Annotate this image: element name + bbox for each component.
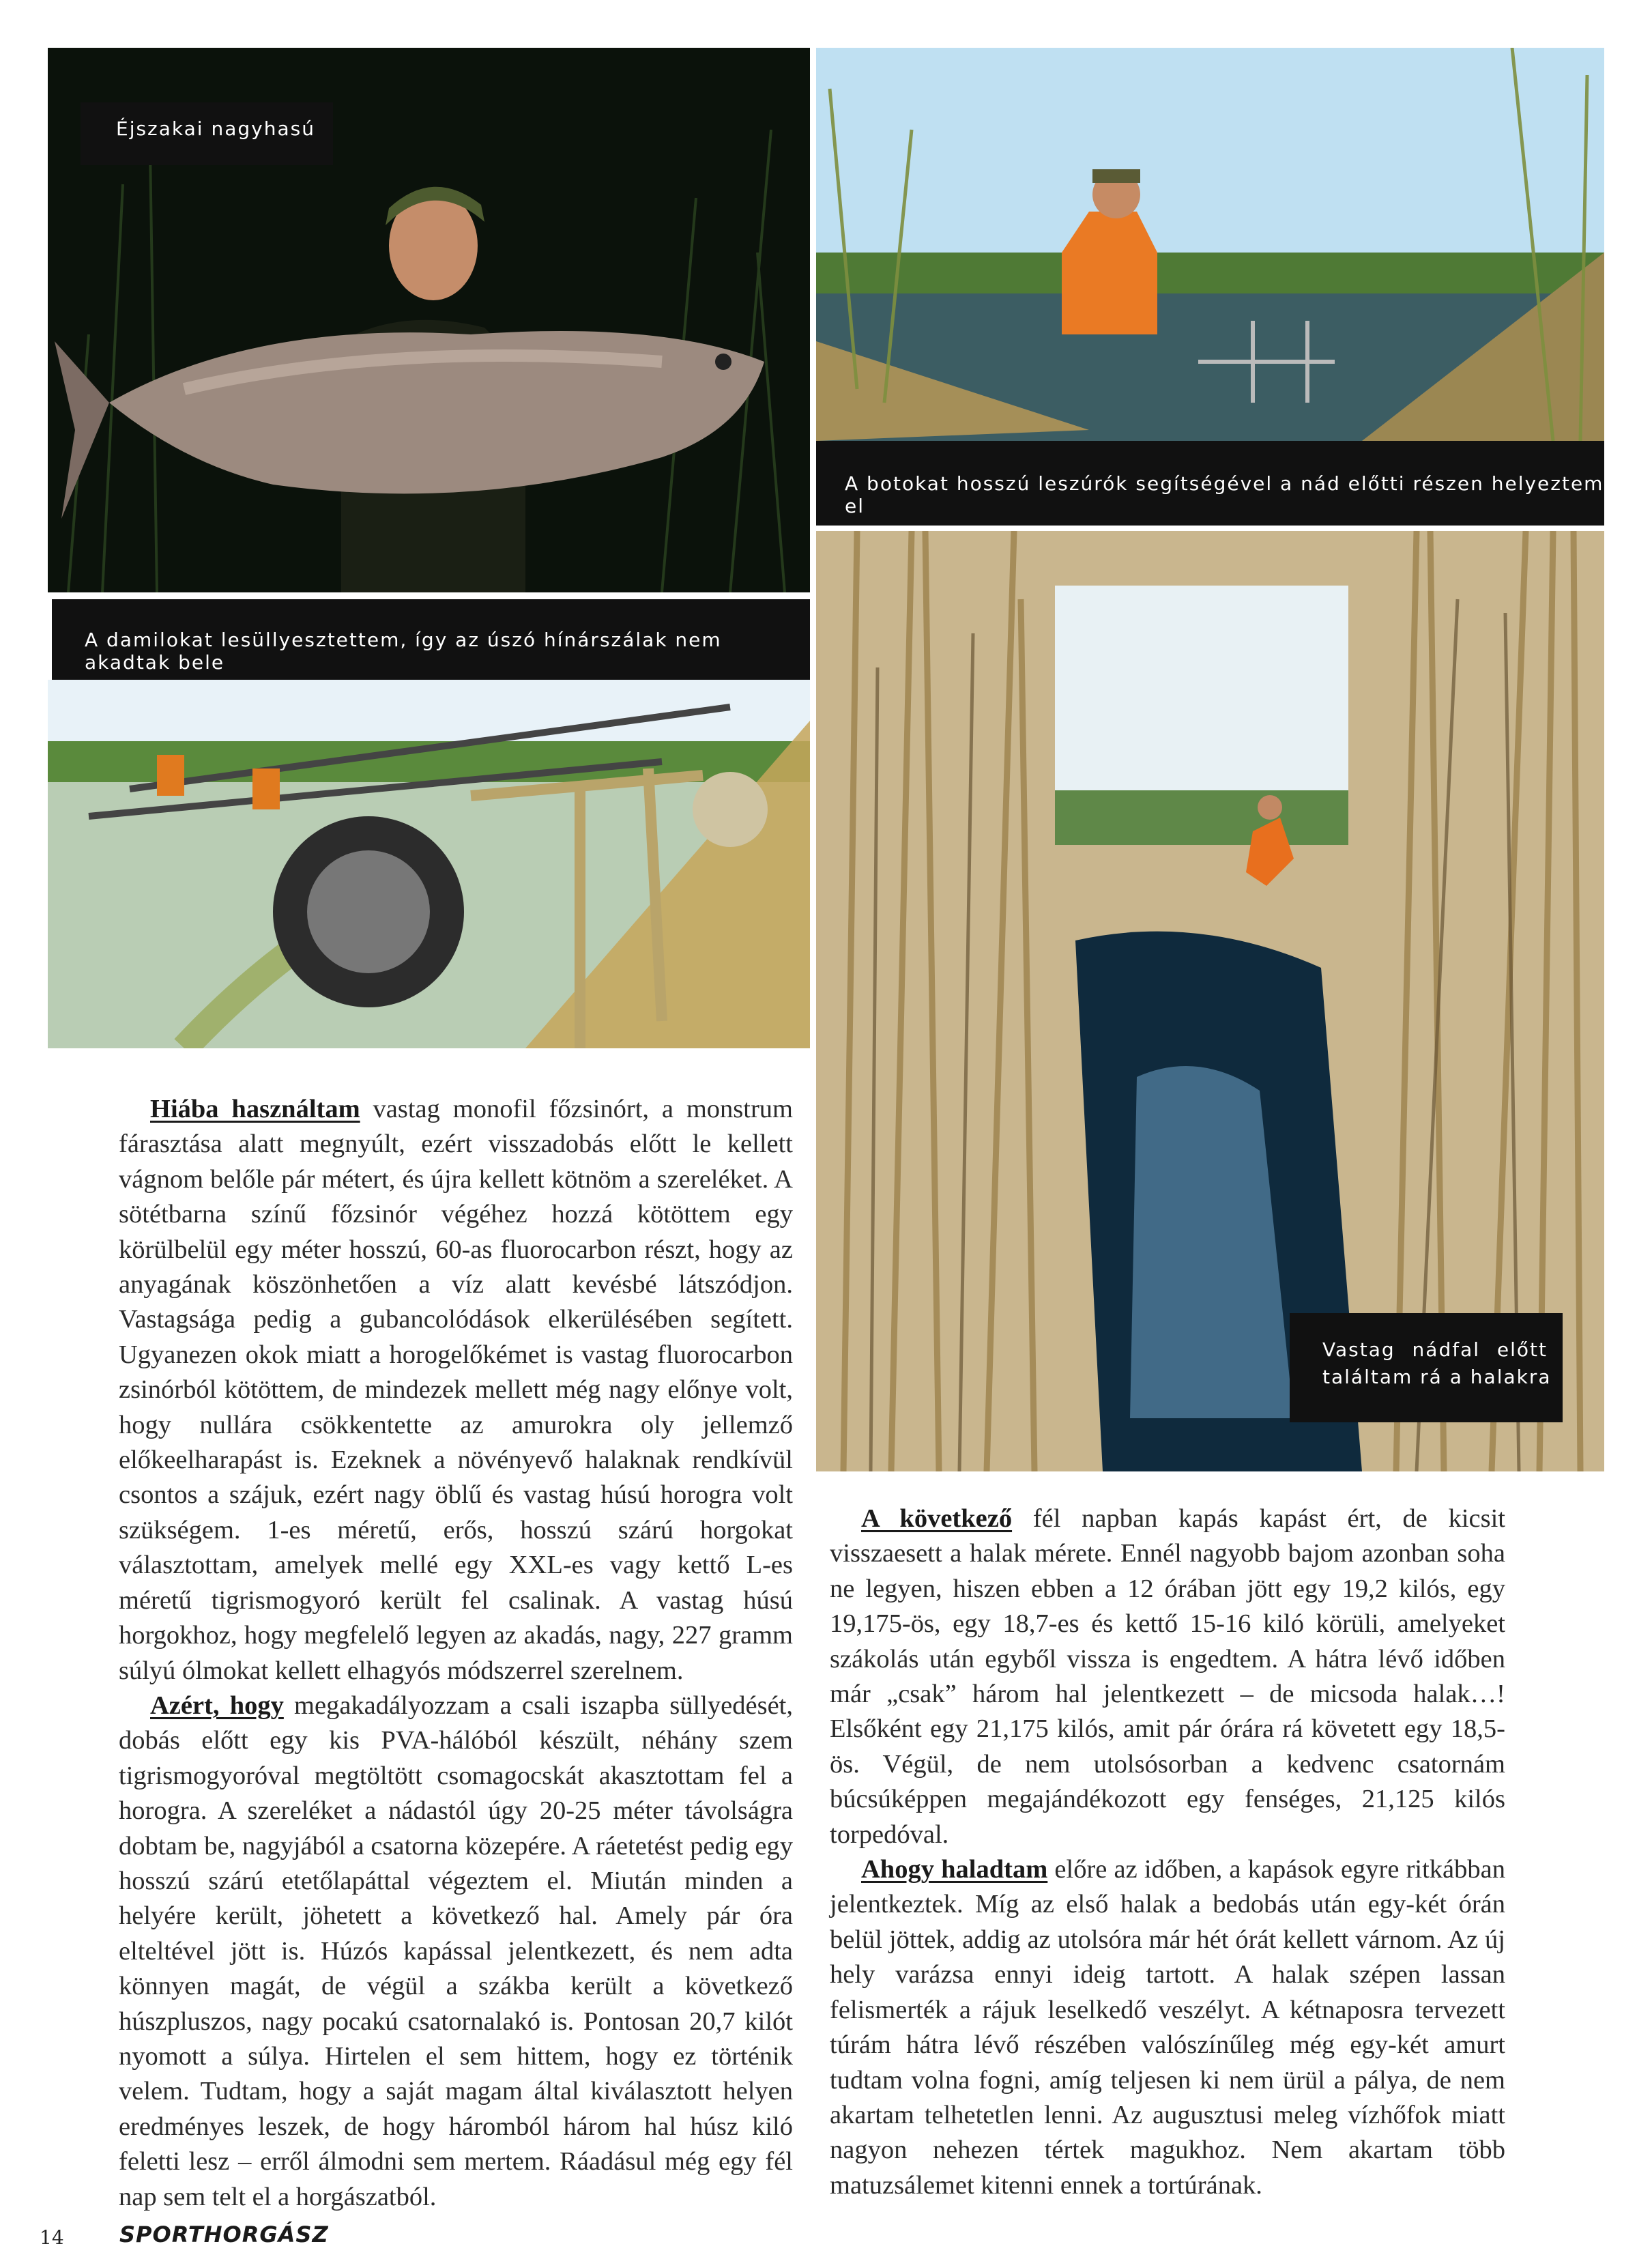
- paragraph-text: megakadályozzam a csali iszapba süllyedését, dobás előtt egy kis PVA-hálóból készült, néhány szem tigrismogyoróval megtöltött csomagocskát akasztottam fel a horogra. A szereléket a nádastól úgy 20-25 méter távolságra dobtam be, nagyjából a csatorna közepére. A ráetetést pedig egy hosszú szárú etetőlapáttal végeztem el. Miután minden a helyére került, jöhetett a következő hal. Amely pár óra elteltével jött is. Húzós kapással jelentkezett, és nem adta könnyen magát, de végül a szákba került a következő húszpluszos, nagy pocakú csatornalakó is. Pontosan 20,7 kilót nyomott a súlya. Hirtelen el sem hittem, hogy ez történik velem. Tudtam, hogy a saját magam által kiválasztott helyen eredményes leszek, de hogy háromból három hal húsz kiló feletti lesz – erről álmodni sem mertem. Ráadásul még egy fél nap sem telt el a horgászatból.: [119, 1691, 793, 2211]
- photo-rod-reel: [48, 680, 810, 1048]
- paragraph-lead: Azért, hogy: [150, 1691, 284, 1720]
- caption-lines: A damilokat lesüllyesztettem, így az úszó hínárszálak nem akadtak bele: [52, 599, 810, 680]
- paragraph: [830, 1501, 1505, 1852]
- paragraph: [119, 1688, 793, 2215]
- paragraph-text: vastag monofil főzsinórt, a monstrum fárasztása alatt megnyúlt, ezért visszadobás előtt le kellett vágnom belőle pár métert, és újra kellett kötnöm a szereléket. A sötétbarna színű főzsinór végéhez hozzá kötöttem egy körülbelül egy méter hosszú, 60-as fluorocarbon részt, hogy az anyagának köszönhetően a víz alatt kevésbé látszódjon. Vastagsága pedig a gubancolódások elkerülésében segített. Ugyanezen okok miatt a horogelőkémet is vastag fluorocarbon zsinórból kötöttem, de mindezek mellett még nagy előnye volt, hogy nullára csökkentette az amurokra oly jellemző előkeelharapást is. Ezeknek a növényevő halaknak rendkívül csontos a szájuk, ezért nagy öblű és vastag húsú horogra volt szükségem. 1-es méretű, erős, hosszú szárú horgokat választottam, amelyek mellé egy XXL-es vagy kettő L-es méretű tigrismogyoró került fel csalinak. A vastag húsú horgokhoz, hogy megfelelő legyen az akadás, nagy, 227 gramm súlyú ólmokat kellett elhagyós módszerrel szerelnem.: [119, 1095, 793, 1685]
- page-number: 14: [40, 2226, 64, 2249]
- caption-reed: [1290, 1313, 1563, 1422]
- caption-night-fish: Éjszakai nagyhasú: [81, 102, 333, 165]
- paragraph-text: előre az időben, a kapások egyre ritkábban jelentkeztek. Míg az első halak a bedobás után egy-két órán belül jöttek, addig az utolsóra már hét órát kellett várnom. Az új hely varázsa ennyi ideig tartott. A halak szépen lassan felismerték a rájuk leselkedő veszélyt. A kétnaposra tervezett túrám hátra lévő részében valószínűleg még egy-két amurt tudtam volna fogni, amíg teljesen ki nem ürül a pálya, de nem akartam telhetetlen lenni. Az augusztusi meleg vízhőfok miatt nagyon nehezen tértek magukhoz. Nem akartam több matuzsálemet kitenni ennek a tortúrának.: [830, 1855, 1505, 2200]
- paragraph-text: fél napban kapás kapást ért, de kicsit visszaesett a halak mérete. Ennél nagyobb bajom azonban soha ne legyen, hiszen ebben a 12 órában jött egy 19,2 kilós, egy 19,175-ös, egy 18,7-es és kettő 15-16 kiló körüli, amelyeket szákolás után egyből vissza is engedtem. A hátra lévő időben már „csak” három hal jelentkezett – de micsoda halak…! Elsőként egy 21,175 kilós, amit pár órára rá követett egy 18,5-ös. Végül, de nem utolsósorban a kedvenc csatornám búcsúképpen megajándékozott egy fenséges, 21,125 kilós torpedóval.: [830, 1504, 1505, 1849]
- caption-reed-line-2: találtam rá a halakra: [1322, 1366, 1552, 1388]
- article-left-column: [119, 1092, 793, 2215]
- paragraph-lead: Hiába használtam: [150, 1095, 360, 1123]
- paragraph-lead: A következő: [861, 1504, 1013, 1533]
- photo-angler-in-water: [816, 48, 1604, 441]
- paragraph: [830, 1852, 1505, 2203]
- paragraph-lead: Ahogy haladtam: [861, 1855, 1048, 1884]
- article-right-column: [830, 1501, 1505, 2203]
- caption-reed-line-1: Vastag nádfal előtt: [1322, 1338, 1548, 1361]
- caption-rods: A botokat hosszú leszúrók segítségével a nád előtti részen helyeztem el: [816, 441, 1604, 526]
- magazine-logo: SPORTHORGÁSZ: [119, 2222, 329, 2247]
- paragraph: [119, 1092, 793, 1688]
